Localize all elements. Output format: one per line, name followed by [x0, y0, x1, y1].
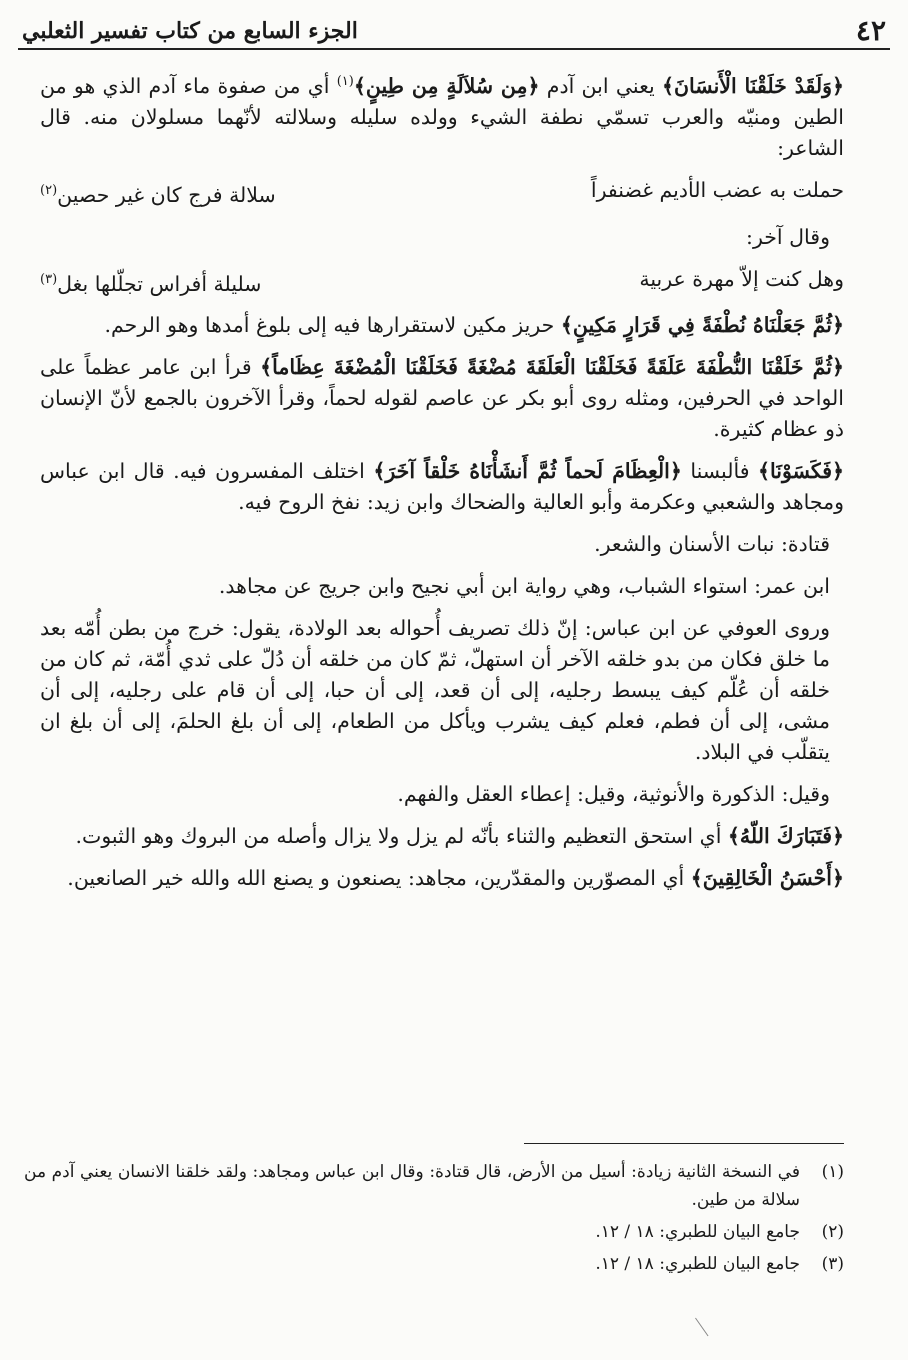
poem-verse [40, 264, 844, 300]
pen-mark [695, 1310, 720, 1337]
paragraph-text: قتادة: نبات الأسنان والشعر. [594, 532, 830, 557]
footnote-number: (٢) [821, 1222, 844, 1242]
paragraph-text: اختلف المفسرون فيه. قال ابن عباس ومجاهد والشعبي وعكرمة وأبو العالية والضحاك وابن زيد: نفخ الروح فيه. [40, 459, 844, 515]
paragraph [40, 529, 844, 560]
verse-second-hemistich [40, 264, 261, 300]
footnote [24, 1218, 844, 1246]
footnote-number: (١) [821, 1162, 844, 1182]
paragraph [40, 352, 844, 445]
quran-verse: ﴿ثُمَّ جَعَلْنَاهُ نُطْفَةً فِي قَرَارٍ مَكِينٍ﴾ [560, 313, 844, 338]
page-number: ٤٢ [855, 14, 886, 47]
verse-first-hemistich: وهل كنت إلاّ مهرة عربية [639, 266, 844, 291]
footnote-separator [524, 1143, 844, 1144]
paragraph-text: ابن عمر: استواء الشباب، وهي رواية ابن أبي نجيح وابن جريج عن مجاهد. [218, 574, 830, 599]
footnote-ref: (٢) [40, 182, 58, 198]
quran-verse: ﴿وَلَقَدْ خَلَقْنَا الْأَنسَانَ﴾ [661, 73, 844, 98]
verse-text: سلالة فرج كان غير حصين [57, 182, 276, 207]
paragraph [40, 66, 844, 164]
quran-verse: ﴿فَتَبَارَكَ اللّهُ﴾ [727, 824, 844, 849]
paragraph [40, 222, 844, 253]
paragraph [40, 821, 844, 852]
footnote-text: جامع البيان للطبري: ١٨ / ١٢. [595, 1254, 800, 1274]
footnotes [24, 1158, 844, 1282]
poem-verse [40, 175, 844, 211]
footnote [24, 1158, 844, 1214]
paragraph [40, 310, 844, 341]
footnote-number: (٣) [821, 1254, 844, 1274]
paragraph-text: أي من صفوة ماء آدم الذي هو من الطين ومنيّه والعرب تسمّي نطفة الشيء وولده سليله وسلالته لأنّهما مسلولان منه. قال الشاعر: [40, 73, 844, 160]
quran-verse: ﴿الْعِظَامَ لَحماً ثُمَّ أَنشَأْنَاهُ خَلْقاً آخَرَ﴾ [373, 459, 682, 484]
quran-verse: ﴿فَكَسَوْنَا﴾ [758, 459, 845, 484]
paragraph [40, 779, 844, 810]
paragraph-text: حريز مكين لاستقرارها فيه إلى بلوغ أمدها وهو الرحم. [104, 313, 561, 338]
verse-first-hemistich: حملت به عضب الأديم غضنفراً [590, 177, 844, 202]
footnote [24, 1250, 844, 1278]
page-body [40, 66, 844, 905]
paragraph [40, 863, 844, 894]
paragraph-text: أي المصوّرين والمقدّرين، مجاهد: يصنعون و يصنع الله والله خير الصانعين. [67, 866, 691, 891]
paragraph-text: أي استحق التعظيم والثناء بأنّه لم يزل ولا يزال وأصله من البروك وهو الثبوت. [75, 824, 728, 849]
paragraph-text: وقال آخر: [746, 224, 830, 249]
running-title: الجزء السابع من كتاب تفسير الثعلبي [22, 18, 358, 44]
footnote-ref: (٣) [40, 271, 58, 287]
footnote-text: جامع البيان للطبري: ١٨ / ١٢. [595, 1222, 800, 1242]
verse-second-hemistich [40, 175, 276, 211]
verse-text: سليلة أفراس تجلّلها بغل [57, 271, 262, 296]
paragraph [40, 456, 844, 518]
paragraph [40, 571, 844, 602]
paragraph-text: فألبسنا [681, 459, 759, 484]
footnote-ref: (١) [336, 74, 354, 89]
paragraph-text: قرأ ابن عامر عظماً على الواحد في الحرفين، ومثله روى أبو بكر عن عاصم لقوله لحماً، وقرأ الآخرون بالجمع لأنّ الإنسان ذو عظام كثيرة. [40, 355, 844, 442]
quran-verse: ﴿أَحْسَنُ الْخَالِقِينَ﴾ [690, 866, 844, 891]
paragraph-text: وروى العوفي عن ابن عباس: إنّ ذلك تصريف أُحواله بعد الولادة، يقول: خرج من بطن أُمّه بعد ما خلق فكان من بدو خلقه الآخر أن استهلّ، ثمّ كان من خلقه أن دُلّ على ثدي أُمّة، ثم كان من خلقه أن عُلّم كيف يبسط رجليه، إلى أن قعد، إلى أن حبا، إلى أن قام على رجليه، إلى أن مشى، إلى أن فطم، فعلم كيف يشرب ويأكل من الطعام، إلى أن بلغ الحلمَ، إلى أن بلغ ان يتقلّب في البلاد. [40, 616, 830, 765]
quran-verse: ﴿مِن سُلاَلَةٍ مِن طِينٍ﴾ [353, 73, 540, 98]
footnote-text: في النسخة الثانية زيادة: أسيل من الأرض، قال قتادة: وقال ابن عباس ومجاهد: ولقد خلقنا الانسان يعني آدم من سلالة من طين. [24, 1162, 800, 1210]
paragraph-text: وقيل: الذكورة والأنوثية، وقيل: إعطاء العقل والفهم. [397, 782, 830, 807]
page-header [18, 14, 890, 50]
quran-verse: ﴿ثُمَّ خَلَقْنَا النُّطْفَةَ عَلَقَةً فَخَلَقْنَا الْعَلَقَةَ مُضْغَةً فَخَلَقْنَا الْمُضْغَةَ عِظَاماً﴾ [260, 355, 845, 380]
paragraph-text: يعني ابن آدم [539, 73, 662, 98]
paragraph [40, 613, 844, 768]
